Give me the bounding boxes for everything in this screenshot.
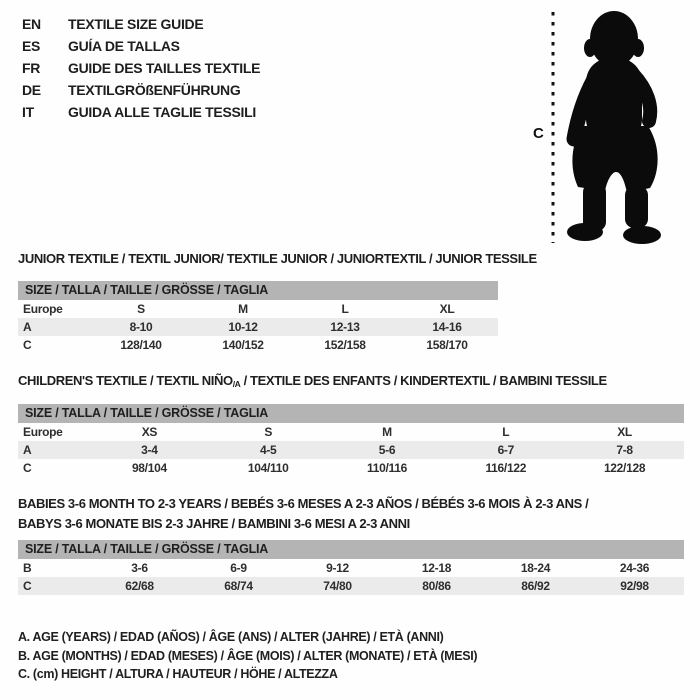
babies-title-line2: BABYS 3-6 MONATE BIS 2-3 JAHRE / BAMBINI 3-6 MESI A 2-3 ANNI xyxy=(18,516,410,531)
size-cell: XL xyxy=(439,302,455,316)
language-title: TEXTILGRÖßENFÜHRUNG xyxy=(68,82,241,98)
size-cell: 6-7 xyxy=(497,443,515,457)
language-code: DE xyxy=(22,82,41,98)
junior-size-table xyxy=(18,281,498,354)
size-cell: 116/122 xyxy=(485,461,527,475)
size-table-header: SIZE / TALLA / TAILLE / GRÖSSE / TAGLIA xyxy=(18,404,684,423)
size-cell: 5-6 xyxy=(378,443,396,457)
size-cell: S xyxy=(137,302,145,316)
children-size-table xyxy=(18,404,684,477)
size-cell: 3-4 xyxy=(141,443,158,457)
table-row-europe xyxy=(18,423,684,441)
size-table-header: SIZE / TALLA / TAILLE / GRÖSSE / TAGLIA xyxy=(18,540,684,559)
table-row-months xyxy=(18,559,684,577)
toddler-silhouette-icon xyxy=(500,0,700,250)
children-title-sub: /A xyxy=(232,379,241,389)
size-cell: 9-12 xyxy=(326,561,349,575)
size-cell: 6-9 xyxy=(230,561,247,575)
size-cell: 3-6 xyxy=(131,561,148,575)
size-cell: 128/140 xyxy=(120,338,162,352)
table-row-height xyxy=(18,459,684,477)
language-title: TEXTILE SIZE GUIDE xyxy=(68,16,204,32)
row-label: C xyxy=(23,338,32,352)
language-title: GUIDA ALLE TAGLIE TESSILI xyxy=(68,104,256,120)
language-code: ES xyxy=(22,38,41,54)
size-cell: 104/110 xyxy=(247,461,289,475)
size-table-header: SIZE / TALLA / TAILLE / GRÖSSE / TAGLIA xyxy=(18,281,498,300)
size-cell: L xyxy=(341,302,349,316)
junior-section-title: JUNIOR TEXTILE / TEXTIL JUNIOR/ TEXTILE JUNIOR / JUNIORTEXTIL / JUNIOR TESSILE xyxy=(18,251,537,266)
footnotes xyxy=(18,628,477,684)
row-label: A xyxy=(23,320,32,334)
size-cell: XL xyxy=(617,425,632,439)
size-cell: 140/152 xyxy=(222,338,264,352)
size-cell: 8-10 xyxy=(129,320,153,334)
babies-section-title xyxy=(18,494,588,534)
children-title-pre: CHILDREN'S TEXTILE / TEXTIL NIÑO xyxy=(18,373,233,388)
row-label: C xyxy=(23,579,32,593)
size-cell: 4-5 xyxy=(259,443,277,457)
table-row-age xyxy=(18,441,684,459)
row-label: Europe xyxy=(23,302,63,316)
size-cell: 14-16 xyxy=(432,320,462,334)
footnote-a: A. AGE (YEARS) / EDAD (AÑOS) / ÂGE (ANS) / ALTER (JAHRE) / ETÀ (ANNI) xyxy=(18,630,444,644)
babies-title-line1: BABIES 3-6 MONTH TO 2-3 YEARS / BEBÉS 3-6 MESES A 2-3 AÑOS / BÉBÉS 3-6 MOIS À 2-3 ANS / xyxy=(18,496,589,511)
size-cell: 86/92 xyxy=(521,579,550,593)
language-list xyxy=(22,13,260,123)
size-cell: L xyxy=(502,425,510,439)
size-cell: 98/104 xyxy=(131,461,167,475)
language-row-en xyxy=(22,13,260,35)
size-cell: 18-24 xyxy=(520,561,551,575)
toddler-silhouette-figure xyxy=(500,0,700,250)
size-cell: 158/170 xyxy=(426,338,468,352)
table-row-europe xyxy=(18,300,498,318)
language-row-it xyxy=(22,101,260,123)
language-title: GUÍA DE TALLAS xyxy=(68,38,180,54)
size-cell: S xyxy=(264,425,273,439)
size-cell: 80/86 xyxy=(422,579,451,593)
children-section-title xyxy=(18,373,607,389)
size-cell: XS xyxy=(141,425,158,439)
footnote-c: C. (cm) HEIGHT / ALTURA / HAUTEUR / HÖHE / ALTEZZA xyxy=(18,667,338,681)
table-row-height xyxy=(18,336,498,354)
size-cell: M xyxy=(382,425,392,439)
size-cell: 92/98 xyxy=(620,579,649,593)
language-row-es xyxy=(22,35,260,57)
table-row-age xyxy=(18,318,498,336)
size-cell: 24-36 xyxy=(619,561,650,575)
babies-size-table xyxy=(18,540,684,595)
size-cell: 7-8 xyxy=(616,443,633,457)
row-label: C xyxy=(23,461,32,475)
language-row-de xyxy=(22,79,260,101)
size-cell: 12-13 xyxy=(330,320,360,334)
language-code: FR xyxy=(22,60,41,76)
size-cell: 62/68 xyxy=(125,579,154,593)
children-title-post: / TEXTILE DES ENFANTS / KINDERTEXTIL / BAMBINI TESSILE xyxy=(240,373,607,388)
size-cell: 74/80 xyxy=(323,579,352,593)
language-code: EN xyxy=(22,16,41,32)
size-cell: 10-12 xyxy=(228,320,258,334)
footnote-b: B. AGE (MONTHS) / EDAD (MESES) / ÂGE (MOIS) / ALTER (MONATE) / ETÀ (MESI) xyxy=(18,648,478,663)
size-cell: 68/74 xyxy=(224,579,253,593)
size-cell: 152/158 xyxy=(324,338,366,352)
table-row-height xyxy=(18,577,684,595)
row-label: A xyxy=(23,443,32,457)
size-cell: 122/128 xyxy=(603,461,646,475)
row-label: Europe xyxy=(23,425,63,439)
height-measure-label: C xyxy=(533,125,544,142)
language-title: GUIDE DES TAILLES TEXTILE xyxy=(68,60,261,76)
size-cell: 110/116 xyxy=(367,461,407,475)
size-cell: 12-18 xyxy=(421,561,452,575)
language-code: IT xyxy=(22,104,34,120)
row-label: B xyxy=(23,561,32,575)
size-cell: M xyxy=(238,302,248,316)
language-row-fr xyxy=(22,57,260,79)
